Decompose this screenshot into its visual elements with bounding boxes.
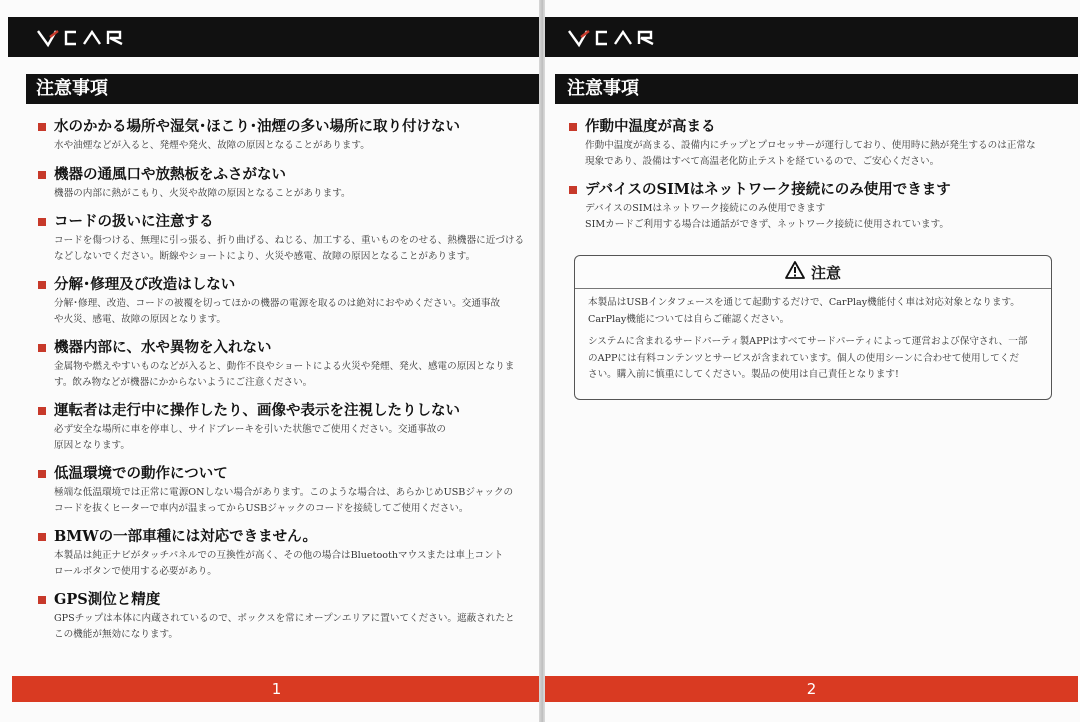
page-number: 1 bbox=[271, 680, 282, 698]
caution-heading: BMWの一部車種には対応できません。 bbox=[54, 528, 317, 545]
caution-item bbox=[38, 590, 530, 642]
caution-text: 本製品は純正ナビがタッチパネルでの互換性が高く、その他の場合はBluetoothマウスまたは車上コント bbox=[54, 550, 504, 561]
caution-heading: 機器の通風口や放熱板をふさがない bbox=[54, 165, 286, 183]
section-title: 注意事項 bbox=[36, 78, 108, 99]
caution-item bbox=[38, 117, 530, 154]
footer-bar bbox=[12, 676, 541, 702]
caution-heading: デバイスのSIMはネットワーク接続にのみ使用できます bbox=[585, 181, 951, 198]
caution-item bbox=[38, 165, 530, 202]
notice-header bbox=[575, 256, 1051, 289]
section-header bbox=[555, 74, 1078, 104]
caution-text: す。飲み物などが機器にかからないようにご注意ください。 bbox=[54, 376, 313, 388]
caution-text: や火災、感電、故障の原因となります。 bbox=[54, 313, 226, 325]
caution-heading: 運転者は走行中に操作したり、画像や表示を注視したりしない bbox=[54, 402, 460, 419]
notice-box bbox=[574, 255, 1052, 400]
caution-item bbox=[569, 117, 1069, 169]
vcar-logo-icon bbox=[36, 27, 146, 49]
page-number: 2 bbox=[806, 680, 817, 698]
square-bullet-icon bbox=[569, 123, 577, 131]
caution-item bbox=[38, 527, 530, 579]
notice-line: CarPlay機能については自らご確認ください。 bbox=[588, 313, 790, 325]
notice-paragraph bbox=[588, 334, 1039, 384]
square-bullet-icon bbox=[569, 186, 577, 194]
section-header bbox=[26, 74, 541, 104]
square-bullet-icon bbox=[38, 470, 46, 478]
notice-line: さい。購入前に慎重にしてください。製品の使用は自己責任となります! bbox=[588, 369, 899, 380]
brand-logo bbox=[567, 23, 677, 51]
caution-item bbox=[38, 464, 530, 516]
warning-icon bbox=[785, 261, 805, 283]
notice-line: 本製品はUSBインタフェースを通じて起動するだけで、CarPlay機能付く車は対応対象となります。 bbox=[588, 297, 1020, 308]
caution-item bbox=[38, 275, 530, 327]
square-bullet-icon bbox=[38, 344, 46, 352]
caution-text: 必ず安全な場所に車を停車し、サイドブレーキを引いた状態でご使用ください。交通事故の bbox=[54, 424, 446, 435]
notice-title: 注意 bbox=[810, 263, 841, 282]
caution-list bbox=[38, 117, 530, 653]
caution-text: 金属物や燃えやすいものなどが入ると、動作不良やショートによる火災や発煙、発火、感電の原因となりま bbox=[54, 361, 515, 372]
caution-heading: 分解･修理及び改造はしない bbox=[54, 276, 236, 293]
section-title: 注意事項 bbox=[567, 78, 639, 99]
caution-item bbox=[38, 401, 530, 453]
square-bullet-icon bbox=[38, 171, 46, 179]
caution-text: コードを抜くヒーターで車内が温まってからUSBジャックのコードを接続してご使用ください。 bbox=[54, 502, 469, 514]
footer-bar bbox=[545, 676, 1078, 702]
caution-text: SIMカードご利用する場合は通話ができず、ネットワーク接続に使用されています。 bbox=[585, 218, 950, 230]
notice-paragraph bbox=[588, 295, 1039, 328]
caution-text: 分解･修理、改造、コードの被覆を切ってほかの機器の電源を取るのは絶対におやめください。交通事故 bbox=[54, 298, 501, 309]
caution-heading: コードの扱いに注意する bbox=[54, 213, 214, 230]
square-bullet-icon bbox=[38, 596, 46, 604]
right-page bbox=[545, 0, 1080, 722]
caution-text: 作動中温度が高まる、設備内にチップとプロセッサーが運行しており、使用時に熱が発生するのは正常な bbox=[585, 140, 1036, 151]
caution-heading: 作動中温度が高まる bbox=[585, 118, 716, 135]
caution-text: 機器の内部に熱がこもり、火災や故障の原因となることがあります。 bbox=[54, 187, 351, 199]
caution-heading: 低温環境での動作について bbox=[54, 465, 228, 482]
square-bullet-icon bbox=[38, 533, 46, 541]
caution-text: この機能が無効になります。 bbox=[54, 628, 178, 640]
caution-heading: GPS測位と精度 bbox=[54, 591, 161, 608]
square-bullet-icon bbox=[38, 123, 46, 131]
notice-line: システムに含まれるサードパーティ製APPはすべてサードパーティによって運営および保守され、一部 bbox=[588, 336, 1028, 347]
caution-item bbox=[38, 212, 530, 264]
caution-heading: 機器内部に、水や異物を入れない bbox=[54, 339, 272, 356]
caution-text: 水や油煙などが入ると、発煙や発火、故障の原因となることがあります。 bbox=[54, 140, 370, 151]
caution-text: 極端な低温環境では正常に電源ONしない場合があります。このような場合は、あらかじめUSBジャックの bbox=[54, 487, 514, 498]
square-bullet-icon bbox=[38, 218, 46, 226]
caution-list bbox=[569, 117, 1069, 243]
caution-item bbox=[569, 180, 1069, 232]
notice-line: のAPPには有料コンテンツとサービスが含まれています。個人の使用シーンに合わせて使用してくだ bbox=[588, 352, 1019, 364]
caution-text: 現象であり、設備はすべて高温老化防止テストを経ているので、ご安心ください。 bbox=[585, 155, 940, 167]
square-bullet-icon bbox=[38, 281, 46, 289]
vcar-logo-icon bbox=[567, 27, 677, 49]
caution-text: GPSチップは本体に内蔵されているので、ボックスを常にオープンエリアに置いてください。遮蔽されたと bbox=[54, 613, 515, 624]
caution-text: などしないでください。断線やショートにより、火災や感電、故障の原因となることがあります。 bbox=[54, 250, 476, 262]
caution-text: コードを傷つける、無理に引っ張る、折り曲げる、ねじる、加工する、重いものをのせる、熱機器に近づける bbox=[54, 235, 525, 246]
caution-heading: 水のかかる場所や湿気･ほこり･油煙の多い場所に取り付けない bbox=[54, 118, 460, 135]
header-bar bbox=[8, 17, 541, 57]
square-bullet-icon bbox=[38, 407, 46, 415]
notice-body bbox=[575, 289, 1051, 384]
caution-text: 原因となります。 bbox=[54, 439, 130, 451]
caution-text: ロールボタンで使用する必要があり。 bbox=[54, 565, 217, 577]
brand-logo bbox=[36, 23, 146, 51]
header-bar bbox=[545, 17, 1078, 57]
caution-text: デバイスのSIMはネットワーク接続にのみ使用できます bbox=[585, 203, 826, 214]
caution-item bbox=[38, 338, 530, 390]
